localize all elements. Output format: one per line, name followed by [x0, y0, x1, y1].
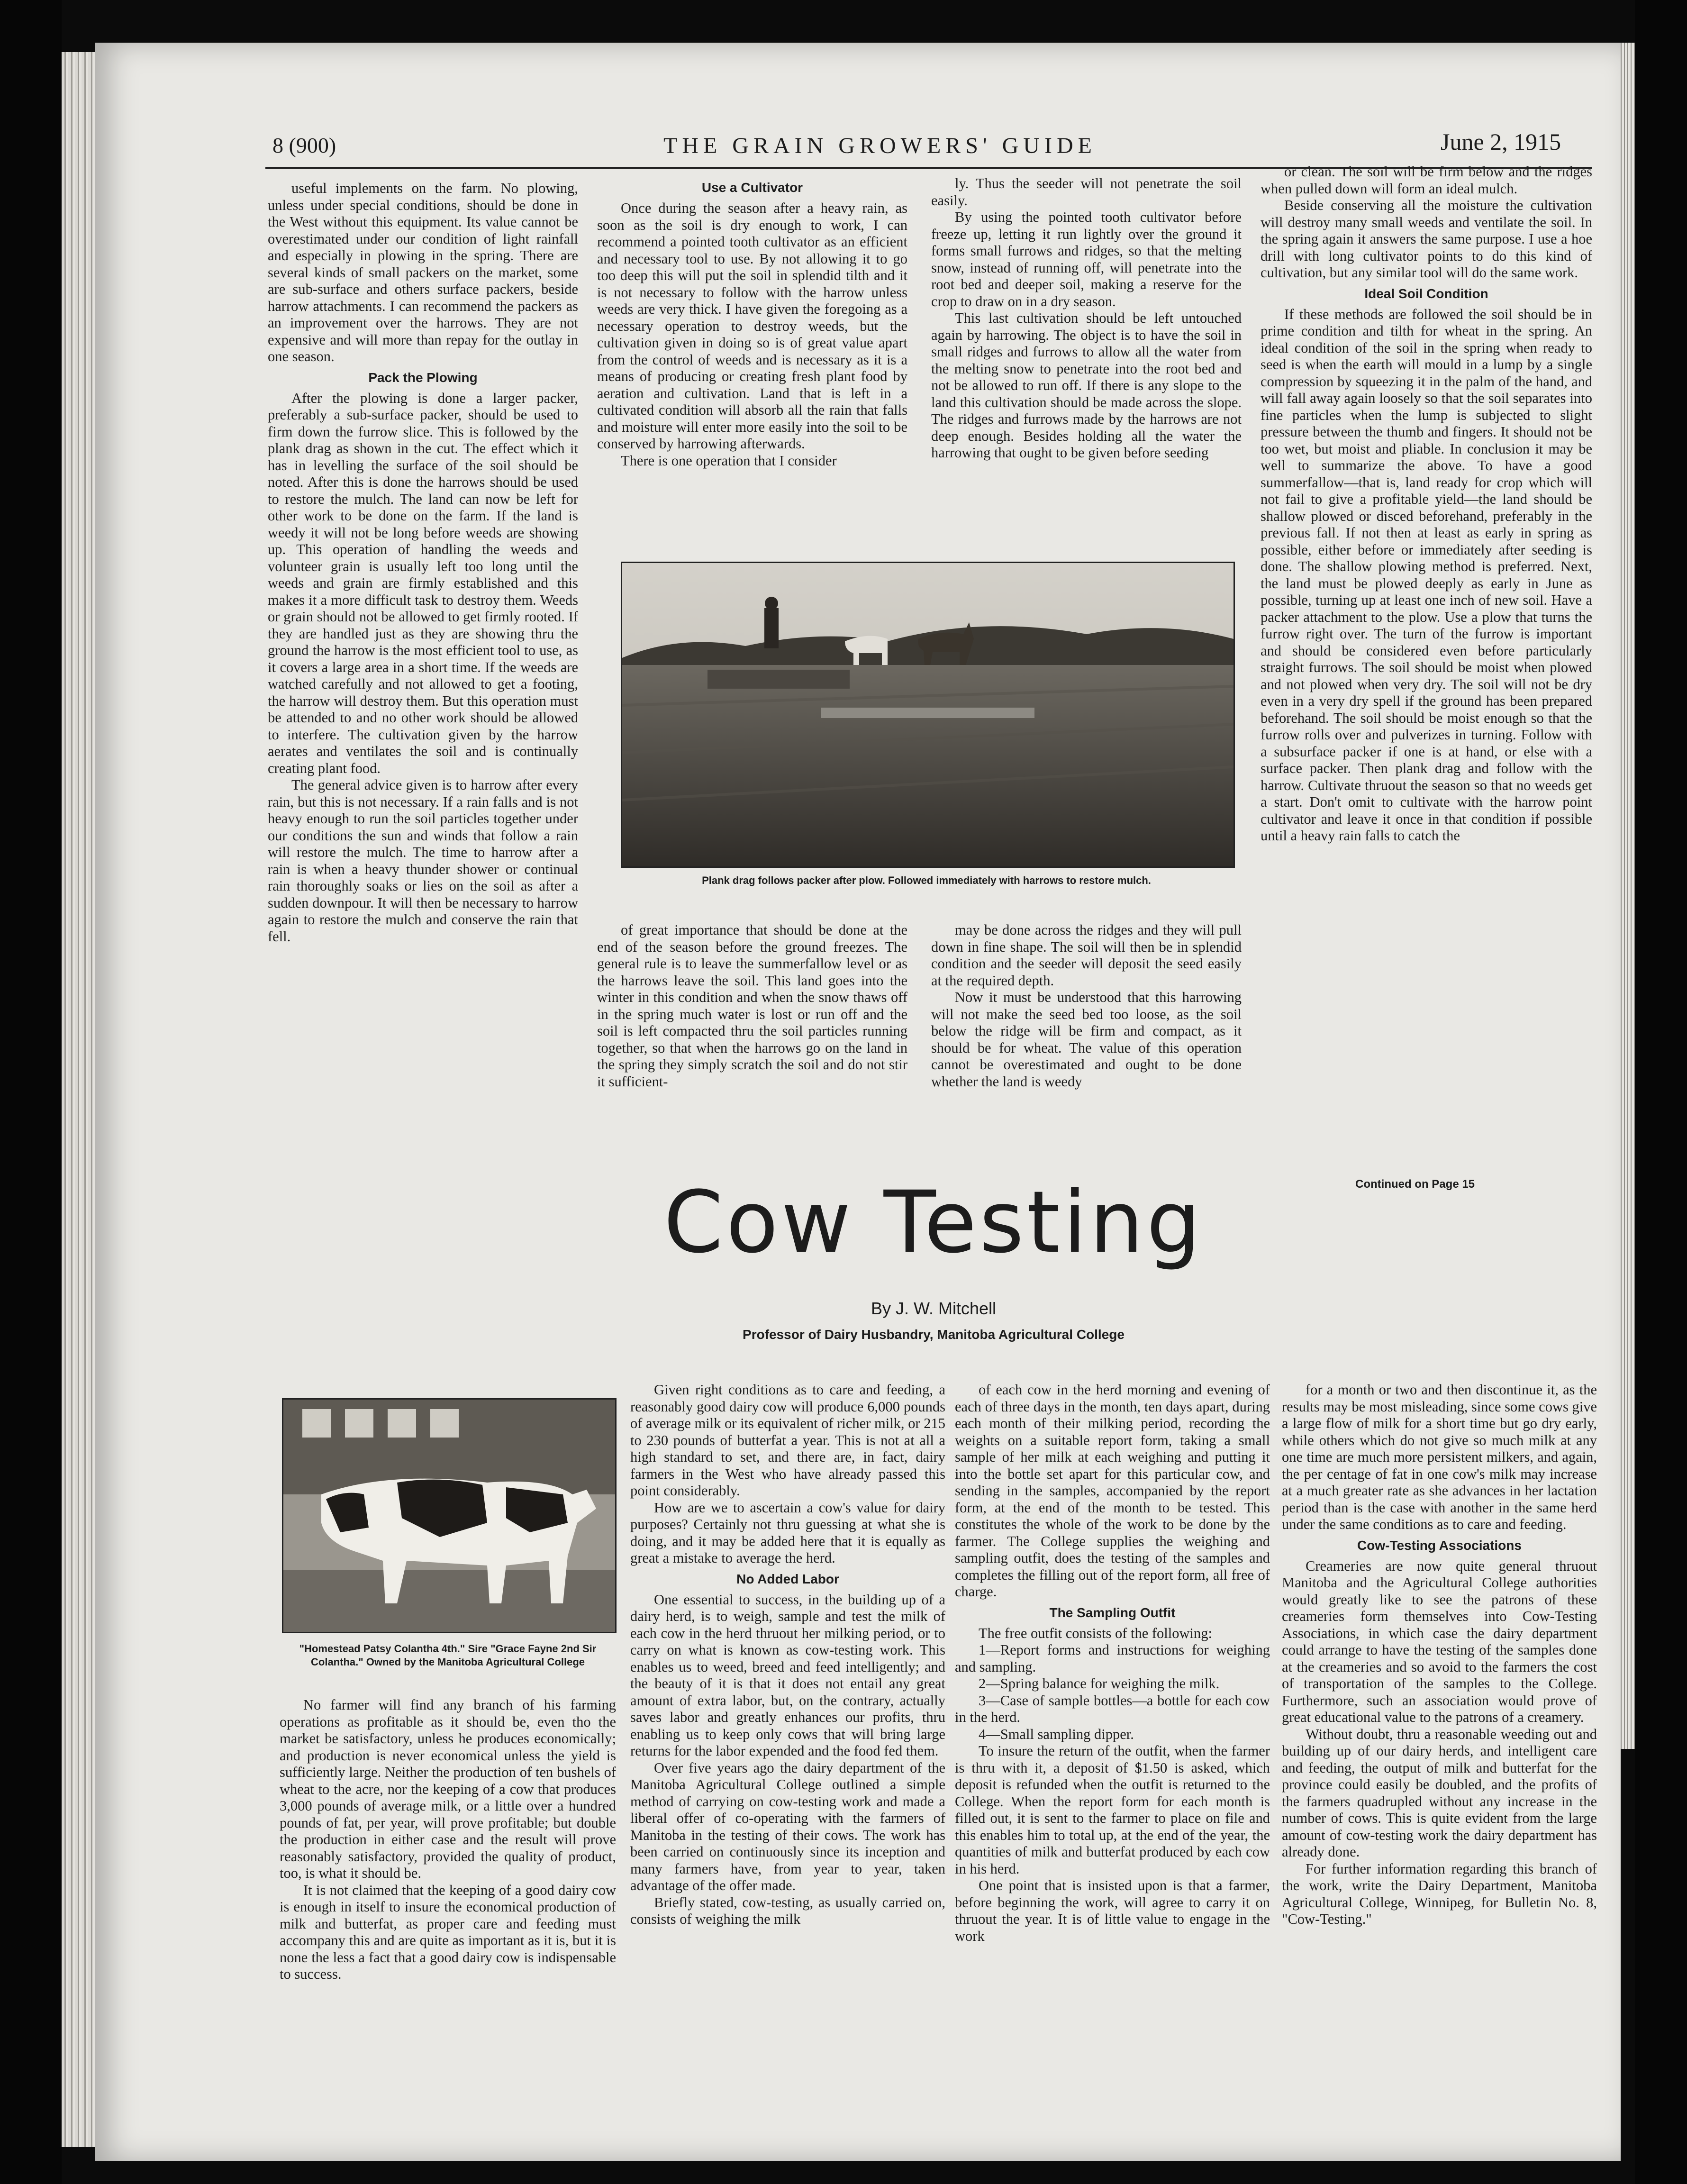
paragraph: of each cow in the herd morning and evening of each of three days in the month, ten days apart, during each month of their milking period, recording the weights on a suitable report form, taking a small sample of her milk at each weighing and putting it into the bottle set apart for this particular cow, and sending in the samples, accompanied by the report form, at the end of the month to be tested. This constitutes the whole of the work to be done by the farmer. The College supplies the weighing and sampling outfit, does the testing of the samples and completes the filling out of the report form, all free of charge.: [955, 1382, 1270, 1600]
issue-date: June 2, 1915: [1441, 128, 1561, 155]
text-block: [268, 390, 578, 946]
text-block: [597, 200, 907, 469]
text-block: [1282, 1558, 1597, 1928]
paragraph: for a month or two and then discontinue it, as the results may be most misleading, since some cows give a large flow of milk for a short time but go dry early, while others which do not give so much milk at any one time are much more persistent milkers, and again, the per centage of fat in one cow's milk may increase at a much greater rate as she advances in her lactation period than is the case with another in the same herd under the same conditions as to care and feeding.: [1282, 1382, 1597, 1532]
page-header: [95, 128, 1621, 166]
publication-title: THE GRAIN GROWERS' GUIDE: [663, 133, 1097, 158]
top-column-1: [268, 180, 578, 1223]
section-heading-use-cultivator: Use a Cultivator: [701, 180, 803, 195]
paragraph: Given right conditions as to care and feeding, a reasonably good dairy cow will produce 6,000 pounds of average milk or its equivalent of richer milk, or 215 to 230 pounds of butterfat a year. This is not at all a high standard to set, and there are, in fact, dairy farmers in the West who have already passed this point considerably.: [630, 1382, 945, 1499]
scanner-border-left: [0, 0, 62, 2184]
text-block: [597, 922, 907, 1090]
text-block: [931, 175, 1242, 462]
page-stack-edge: [62, 52, 95, 2147]
article-column-2: [630, 1382, 945, 2116]
top-column-4: [1261, 164, 1592, 1173]
text-block: [1282, 1382, 1597, 1533]
paragraph: 4—Small sampling dipper.: [979, 1726, 1134, 1742]
text-block: [268, 180, 578, 365]
top-column-3: [931, 175, 1242, 550]
paragraph: One point that is insisted upon is that a farmer, before beginning the work, will agree to carry it on thruout the year. It is of little value to engage in the work: [955, 1877, 1270, 1944]
scanner-border-right: [1635, 0, 1687, 2184]
photo-plank-drag: [621, 562, 1235, 868]
paragraph: To insure the return of the outfit, when the farmer is thru with it, a deposit of $1.50 is asked, which deposit is refunded when the outfit is returned to the College. When the report form for each month is filled out, it is sent to the farmer to place on file and this enables him to total up, at the end of the year, the quantities of milk and butterfat produced by each cow in his herd.: [955, 1743, 1270, 1877]
paragraph: By using the pointed tooth cultivator before freeze up, letting it run lightly over the ground it forms small furrows and ridges, so that the melting snow, instead of running off, will penetrate into the root bed and deeper soil, making a reserve for the crop to draw on in a dry season.: [931, 209, 1242, 309]
paragraph: How are we to ascertain a cow's value for dairy purposes? Certainly not thru guessing at what she is doing, and it may be added here that it is equally as great a mistake to average the herd.: [630, 1499, 945, 1566]
photo-caption-cow: "Homestead Patsy Colantha 4th." Sire "Grace Fayne 2nd Sir Colantha." Owned by the Manitoba Agricultural College: [299, 1643, 597, 1668]
page-number: 8 (900): [272, 133, 336, 157]
paragraph: Now it must be understood that this harrowing will not make the seed bed too loose, as the soil below the ridge will be firm and compact, as it should be for wheat. The value of this operation cannot be overestimated and ought to be done whether the land is weedy: [931, 989, 1242, 1090]
continued-notice: Continued on Page 15: [1355, 1178, 1475, 1191]
paragraph: For further information regarding this branch of the work, write the Dairy Department, Manitoba Agricultural College, Winnipeg, for Bulletin No. 8, "Cow-Testing.": [1282, 1860, 1597, 1927]
paragraph: One essential to success, in the building up of a dairy herd, is to weigh, sample and test the milk of each cow in the herd thruout her milking period, or to carry on what is known as cow-testing work. This enables us to weed, breed and feed intelligently; and the beauty of it is that it does not entail any great amount of extra labor, but, on the contrary, actually saves labor and greatly enhances our profits, thru enabling us to keep only cows that will bring large returns for the labor expended and the food fed them.: [630, 1591, 945, 1759]
text-block: [280, 1697, 616, 1983]
paragraph: Briefly stated, cow-testing, as usually carried on, consists of weighing the milk: [630, 1894, 945, 1927]
section-heading-no-added-labor: No Added Labor: [736, 1571, 839, 1586]
article-title: Cow Testing: [663, 1173, 1204, 1272]
paragraph: Beside conserving all the moisture the cultivation will destroy many small weeds and ventilate the soil. In the spring again it answers the same purpose. I use a hoe drill with long cultivator points to do this kind of cultivation, but any similar tool will do the same work.: [1261, 197, 1592, 281]
paragraph: or clean. The soil will be firm below and the ridges when pulled down will form an ideal mulch.: [1261, 164, 1592, 197]
section-heading-pack-plowing: Pack the Plowing: [368, 370, 478, 385]
article-column-3: [955, 1382, 1270, 2116]
article-byline: By J. W. Mitchell: [871, 1299, 997, 1318]
text-block: [630, 1382, 945, 1567]
section-heading-sampling-outfit: The Sampling Outfit: [1049, 1605, 1176, 1620]
photo-caption-plank-drag: Plank drag follows packer after plow. Followed immediately with harrows to restore mulch.: [702, 874, 1151, 886]
paragraph: 2—Spring balance for weighing the milk.: [979, 1675, 1220, 1692]
paragraph: The general advice given is to harrow after every rain, but this is not necessary. If a rain falls and is not heavy enough to run the soil particles together under our conditions the sun and winds that follow a rain will restore the mulch. The time to harrow after a rain is when a heavy thunder shower or continual rain thoroughly soaks or lies on the soil as after a sudden downpour. It will then be necessary to harrow again to restore the mulch and conserve the rain that fell.: [268, 777, 578, 945]
paragraph: This last cultivation should be left untouched again by harrowing. The object is to have the soil in small ridges and furrows to allow all the water from the melting snow to penetrate into the root bed and not be allowed to run off. If there is any slope to the land this cultivation should be made across the slope. The ridges and furrows made by the harrows are not deep enough. Besides holding all the water the harrowing that ought to be given before seeding: [931, 310, 1242, 461]
paragraph: useful implements on the farm. No plowing, unless under special conditions, should be done in the West without this equipment. Its value cannot be overestimated under our condition of light rainfall and especially in plowing in the spring. There are several kinds of small packers on the market, some are sub-surface and others surface packers, beside harrow attachments. I can recommend the packers as an improvement over the harrows. They are not expensive and will more than repay for the outlay in one season.: [268, 180, 578, 364]
text-block: [955, 1382, 1270, 1601]
horses-field-image: [622, 563, 1234, 866]
paragraph: No farmer will find any branch of his farming operations as profitable as it should be, even tho the market be satisfactory, unless he produces economically; and production is never economical unless the yield is sufficiently large. Neither the production of ten bushels of wheat to the acre, nor the keeping of a cow that produces 3,000 pounds of average milk, or a little over a hundred pounds of fat, per year, will prove profitable; but double the production in either case and the result will prove reasonably satisfactory, provided the quality of product, too, is what it should be.: [280, 1697, 616, 1881]
text-block: [630, 1592, 945, 1928]
text-block: [1261, 306, 1592, 845]
paragraph: Creameries are now quite general thruout Manitoba and the Agricultural College authorities would greatly like to see the patrons of these creameries form themselves into Cow-Testing Associations, in which case the dairy department could arrange to have the testing of the samples done at the creameries and so avoid to the farmers the cost of transportation of the samples to the College. Furthermore, such an association would prove of great educational value to the patrons of a creamery.: [1282, 1557, 1597, 1725]
paragraph: The free outfit consists of the following:: [979, 1625, 1212, 1641]
text-block: [1261, 164, 1592, 282]
paragraph: 3—Case of sample bottles—a bottle for each cow in the herd.: [955, 1692, 1270, 1725]
paragraph: 1—Report forms and instructions for weighing and sampling.: [955, 1642, 1270, 1675]
text-block: [931, 922, 1242, 1090]
paragraph: It is not claimed that the keeping of a good dairy cow is enough in itself to insure the economical production of milk and butterfat, as proper care and feeding must accompany this and are quite as important as it is, but it is none the less a fact that a good dairy cow is indispensable to success.: [280, 1882, 616, 1982]
newspaper-page: [95, 43, 1621, 2161]
article-column-4: [1282, 1382, 1597, 2116]
paragraph: There is one operation that I consider: [621, 452, 837, 469]
section-heading-ideal-soil: Ideal Soil Condition: [1364, 286, 1488, 301]
author-affiliation: Professor of Dairy Husbandry, Manitoba Agricultural College: [743, 1327, 1125, 1342]
top-column-2: [597, 175, 907, 550]
paragraph: If these methods are followed the soil should be in prime condition and tilth for wheat in the spring. An ideal condition of the soil in the spring when ready to seed is when the earth will mould in a lump by a single compression by squeezing it in the palm of the hand, and will fall away again loosely so that the soil separates into fine particles when the lump is subjected to slight pressure between the thumb and fingers. It should not be too wet, but moist and pliable. In conclusion it may be well to summarize the above. To have a good summerfallow—that is, land ready for crop which will not fail to give a profitable yield—the land should be shallow plowed or disced beforehand, preferably in the previous fall. If not then at least as early in spring as possible, either before or immediately after seeding is done. The shallow plowing method is preferred. Next, the land must be plowed deeply as early in June as possible, turning up at least one inch of new soil. Have a packer attachment to the plow. Use a plow that turns the furrow right over. The turn of the furrow is important and should be considered even before particularly straight furrows. The soil should be moist when plowed and not plowed when very dry. The soil will not be dry even in a very dry spell if the ground has been prepared beforehand. The soil should be moist enough so that the furrow rolls over and pulverizes in turning. Follow with a subsurface packer if one is at hand, or else with a surface packer. Then plank drag and follow with the harrow. Cultivate thruout the season so that no weeds get a start. Don't omit to cultivate with the harrow point cultivator and leave it once in that condition if possible until a heavy rain falls to catch the: [1261, 306, 1592, 844]
paragraph: Once during the season after a heavy rain, as soon as the soil is dry enough to work, I can recommend a pointed tooth cultivator as an efficient and necessary tool to use. By not allowing it to go too deep this will put the soil in splendid tilth and it is not necessary to follow with the harrow unless weeds are very thick. I have given the foregoing as a necessary operation to destroy weeds, but the cultivation given in doing so is of great value apart from the control of weeds and is necessary as it is a means of producing or creating fresh plant food by aeration and cultivation. Land that is left in a cultivated condition will absorb all the rain that falls and moisture will enter more easily into the soil to be conserved by harrowing afterwards.: [597, 200, 907, 452]
section-heading-cow-testing-associations: Cow-Testing Associations: [1357, 1538, 1522, 1553]
paragraph: of great importance that should be done at the end of the season before the ground freezes. The general rule is to leave the summerfallow level or as the harrows leave the soil. This land goes into the winter in this condition and when the snow thaws off in the spring much water is lost or run off and the soil is left compacted thru the soil particles running together, so that when the harrows go on the land in the spring they simply scratch the soil and do not stir it sufficient-: [597, 922, 907, 1090]
cow-image: [283, 1400, 615, 1632]
article-column-1: [280, 1697, 616, 2114]
paragraph: may be done across the ridges and they will pull down in fine shape. The soil will then be in splendid condition and the seeder will deposit the seed easily at the required depth.: [931, 922, 1242, 989]
paragraph: After the plowing is done a larger packer, preferably a sub-surface packer, should be used to firm down the furrow slice. This is followed by the plank drag as shown in the cut. The effect which it has in levelling the surface of the soil should be noted. After this is done the harrows should be used to restore the mulch. The land can now be left for other work to be done on the farm. If the land is weedy it will not be long before weeds are showing up. This operation of handling the weeds and volunteer grain is usually left too long until the weeds and grain are firmly established and this makes it a more difficult task to destroy them. Weeds or grain should not be allowed to get firmly rooted. If they are handled just as they are showing thru the ground the harrow is the most efficient tool to use, as it covers a large area in a short time. If the weeds are watched carefully and not allowed to get a footing, the harrow will destroy them. But this operation must be attended to and no other work should be allowed to interfere. The cultivation given by the harrow aerates and ventilates the soil and is continually creating plant food.: [268, 390, 578, 776]
paragraph: ly. Thus the seeder will not penetrate the soil easily.: [931, 175, 1242, 209]
paragraph: Over five years ago the dairy department of the Manitoba Agricultural College outlined a simple method of carrying on cow-testing work and made a liberal offer of co-operating with the farmers of Manitoba in the testing of their cows. The work has been carried on continuously since its inception and many farmers have, from year to year, taken advantage of the offer made.: [630, 1759, 945, 1893]
text-block: [955, 1625, 1270, 1945]
photo-holstein-cow: [282, 1398, 617, 1633]
paragraph: Without doubt, thru a reasonable weeding out and building up of our dairy herds, and intelligent care and feeding, the output of milk and butterfat for the province could easily be doubled, and the profits of the farmers quadrupled without any increase in the number of cows. This is quite evident from the large amount of cow-testing work the dairy department has already done.: [1282, 1726, 1597, 1860]
